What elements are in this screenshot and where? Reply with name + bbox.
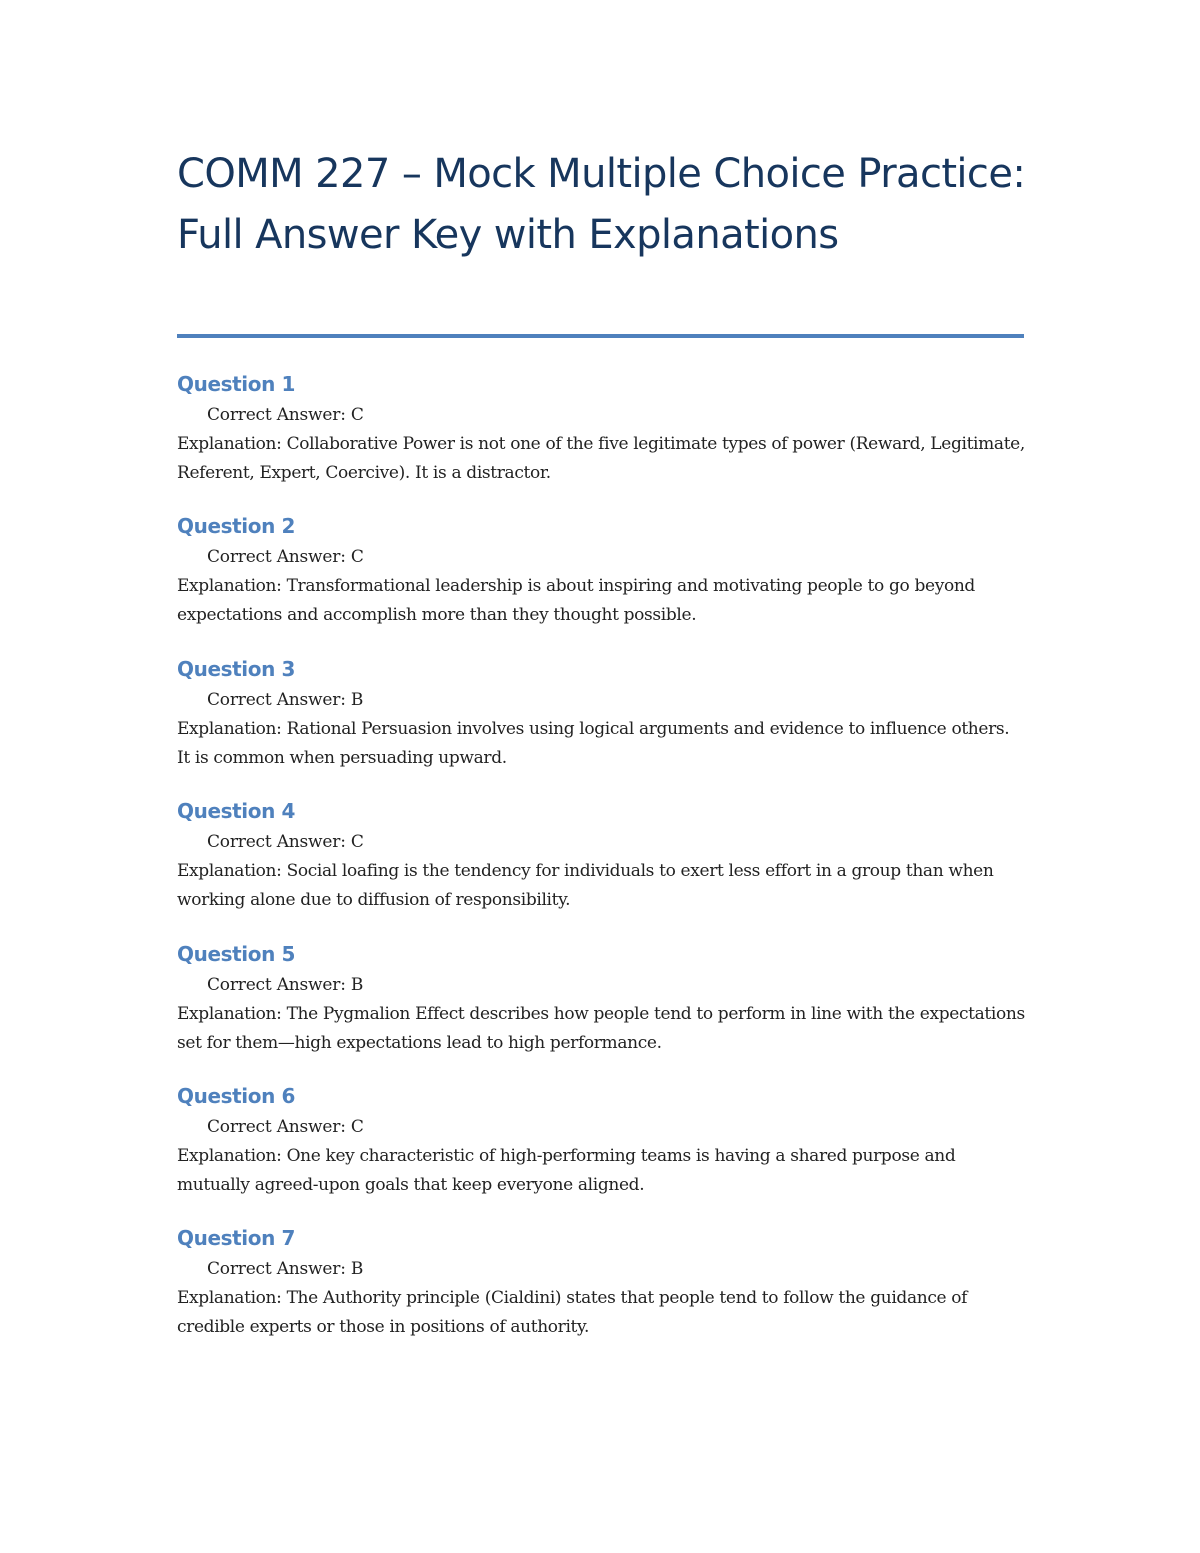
question-heading: Question 2: [177, 514, 295, 539]
question-heading: Question 6: [177, 1083, 295, 1108]
explanation-text: Explanation: Collaborative Power is not one of the five legitimate types of power (Reward, Legitimate, Referent, Expert, Coercive). It is a distractor.: [177, 434, 1025, 483]
question-block: [177, 793, 1027, 935]
explanation-text: Explanation: Transformational leadership is about inspiring and motivating people to go beyond expectations and accomplish more than they thought possible.: [177, 576, 975, 626]
explanation-text: Explanation: The Pygmalion Effect describes how people tend to perform in line with the expectations set for them—high expectations lead to high performance.: [177, 1003, 1025, 1053]
answer-key-list: [177, 366, 1027, 1363]
question-block: [177, 1220, 1027, 1362]
correct-answer: Correct Answer: C: [207, 1116, 364, 1137]
correct-answer: Correct Answer: B: [207, 689, 364, 710]
question-heading: Question 3: [177, 656, 295, 681]
question-block: [177, 651, 1027, 793]
explanation-text: Explanation: One key characteristic of high-performing teams is having a shared purpose and mutually agreed-upon goals that keep everyone aligned.: [177, 1145, 956, 1195]
document-title: COMM 227 – Mock Multiple Choice Practice: Full Answer Key with Explanations: [177, 151, 1026, 258]
explanation-text: Explanation: Rational Persuasion involves using logical arguments and evidence to influence others. It is common when persuading upward.: [177, 718, 1010, 768]
question-heading: Question 4: [177, 799, 295, 824]
correct-answer: Correct Answer: C: [207, 547, 364, 568]
question-block: [177, 1078, 1027, 1220]
correct-answer: Correct Answer: B: [207, 974, 364, 995]
explanation-text: Explanation: The Authority principle (Cialdini) states that people tend to follow the guidance of credible experts or those in positions of authority.: [177, 1288, 968, 1338]
correct-answer: Correct Answer: C: [207, 832, 364, 853]
question-block: [177, 366, 1027, 508]
correct-answer: Correct Answer: B: [207, 1259, 364, 1280]
explanation-text: Explanation: Social loafing is the tendency for individuals to exert less effort in a group than when working alone due to diffusion of responsibility.: [177, 861, 994, 911]
question-heading: Question 7: [177, 1226, 295, 1251]
question-heading: Question 5: [177, 941, 295, 966]
title-underline-rule: [177, 334, 1024, 338]
question-heading: Question 1: [177, 372, 295, 396]
correct-answer: Correct Answer: C: [207, 405, 364, 425]
question-block: [177, 936, 1027, 1078]
question-block: [177, 508, 1027, 650]
